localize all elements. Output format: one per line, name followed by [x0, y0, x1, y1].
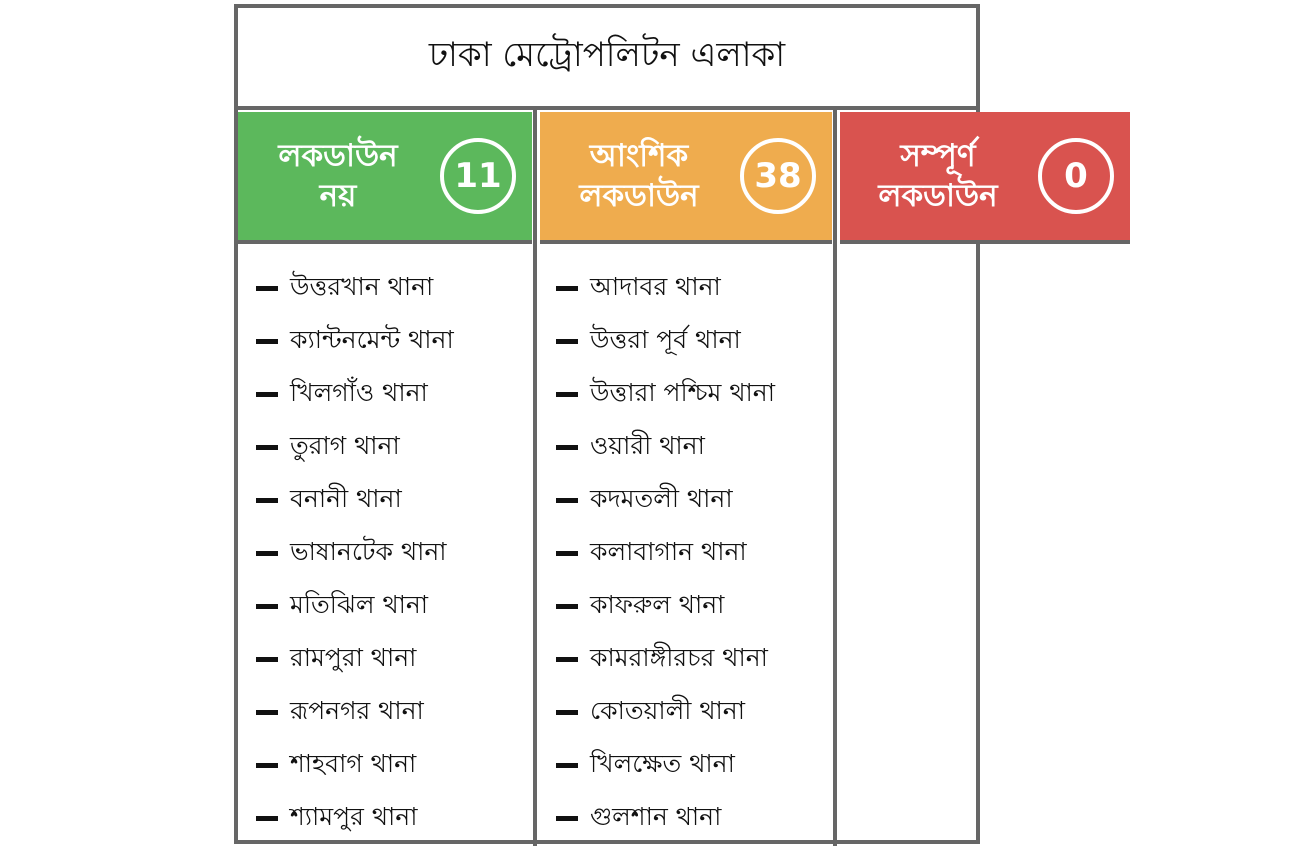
- list-item: [556, 739, 828, 792]
- list-item-label: শ্যামপুর থানা: [290, 802, 418, 831]
- list-item: [256, 421, 528, 474]
- list-item-label: উত্তারা পশ্চিম থানা: [590, 378, 775, 407]
- list-item-label: কদমতলী থানা: [590, 484, 733, 513]
- dash-icon: [256, 286, 278, 291]
- list-item-label: কামরাঙ্গীরচর থানা: [590, 643, 768, 672]
- list-item-label: গুলশান থানা: [590, 802, 722, 831]
- dash-icon: [556, 339, 578, 344]
- dash-icon: [256, 710, 278, 715]
- list-item-label: খিলক্ষেত থানা: [590, 749, 735, 778]
- list-item-label: কলাবাগান থানা: [590, 537, 747, 566]
- header-label: সম্পূর্ণ লকডাউন: [878, 138, 998, 214]
- list-item: [256, 527, 528, 580]
- list-item-label: তুরাগ থানা: [290, 431, 400, 460]
- list-item: [256, 633, 528, 686]
- list-item-label: খিলগাঁও থানা: [290, 378, 428, 407]
- count-badge: 0: [1038, 138, 1114, 214]
- dash-icon: [256, 763, 278, 768]
- list-item: [556, 368, 828, 421]
- list-item-label: ওয়ারী থানা: [590, 431, 705, 460]
- dash-icon: [556, 445, 578, 450]
- column-divider: [533, 106, 537, 846]
- list-item: [556, 580, 828, 633]
- list-item-label: কাফরুল থানা: [590, 590, 725, 619]
- dash-icon: [256, 498, 278, 503]
- police-station-list-partial-lockdown: [556, 262, 828, 845]
- header-partial-lockdown: [540, 112, 832, 240]
- list-item: [256, 686, 528, 739]
- dash-icon: [556, 710, 578, 715]
- list-item: [556, 262, 828, 315]
- page-title: ঢাকা মেট্রোপলিটন এলাকা: [238, 8, 976, 110]
- list-item-label: ক্যান্টনমেন্ট থানা: [290, 325, 454, 354]
- dash-icon: [256, 551, 278, 556]
- dash-icon: [256, 339, 278, 344]
- dash-icon: [556, 763, 578, 768]
- list-item: [256, 792, 528, 845]
- dash-icon: [256, 657, 278, 662]
- list-item-label: মতিঝিল থানা: [290, 590, 429, 619]
- dash-icon: [556, 657, 578, 662]
- dash-icon: [556, 392, 578, 397]
- list-item: [556, 421, 828, 474]
- list-item: [256, 315, 528, 368]
- police-station-list-not-lockdown: [256, 262, 528, 845]
- dash-icon: [256, 445, 278, 450]
- list-item-label: উত্তরা পূর্ব থানা: [590, 325, 741, 354]
- list-item: [256, 580, 528, 633]
- header-label: লকডাউন নয়: [278, 138, 398, 214]
- dash-icon: [556, 286, 578, 291]
- list-item: [556, 527, 828, 580]
- dash-icon: [556, 604, 578, 609]
- list-item-label: শাহবাগ থানা: [290, 749, 417, 778]
- list-item-label: রূপনগর থানা: [290, 696, 424, 725]
- list-item-label: কোতয়ালী থানা: [590, 696, 745, 725]
- list-item-label: উত্তরখান থানা: [290, 272, 434, 301]
- list-item-label: রামপুরা থানা: [290, 643, 417, 672]
- dash-icon: [556, 816, 578, 821]
- list-item-label: ভাষানটেক থানা: [290, 537, 447, 566]
- list-item: [556, 315, 828, 368]
- count-badge: 38: [740, 138, 816, 214]
- dash-icon: [256, 604, 278, 609]
- list-item: [556, 792, 828, 845]
- header-not-lockdown: [238, 112, 532, 240]
- dash-icon: [556, 498, 578, 503]
- list-item: [256, 739, 528, 792]
- dash-icon: [256, 816, 278, 821]
- row-divider: [238, 240, 532, 244]
- list-item: [256, 262, 528, 315]
- list-item-label: বনানী থানা: [290, 484, 402, 513]
- header-label: আংশিক লকডাউন: [579, 138, 699, 214]
- row-divider: [840, 240, 1130, 244]
- list-item: [556, 686, 828, 739]
- list-item: [256, 474, 528, 527]
- list-item: [556, 474, 828, 527]
- list-item: [556, 633, 828, 686]
- count-badge: 11: [440, 138, 516, 214]
- header-full-lockdown: [840, 112, 1130, 240]
- dash-icon: [556, 551, 578, 556]
- list-item: [256, 368, 528, 421]
- list-item-label: আদাবর থানা: [590, 272, 721, 301]
- row-divider: [540, 240, 832, 244]
- column-divider: [833, 106, 837, 846]
- dash-icon: [256, 392, 278, 397]
